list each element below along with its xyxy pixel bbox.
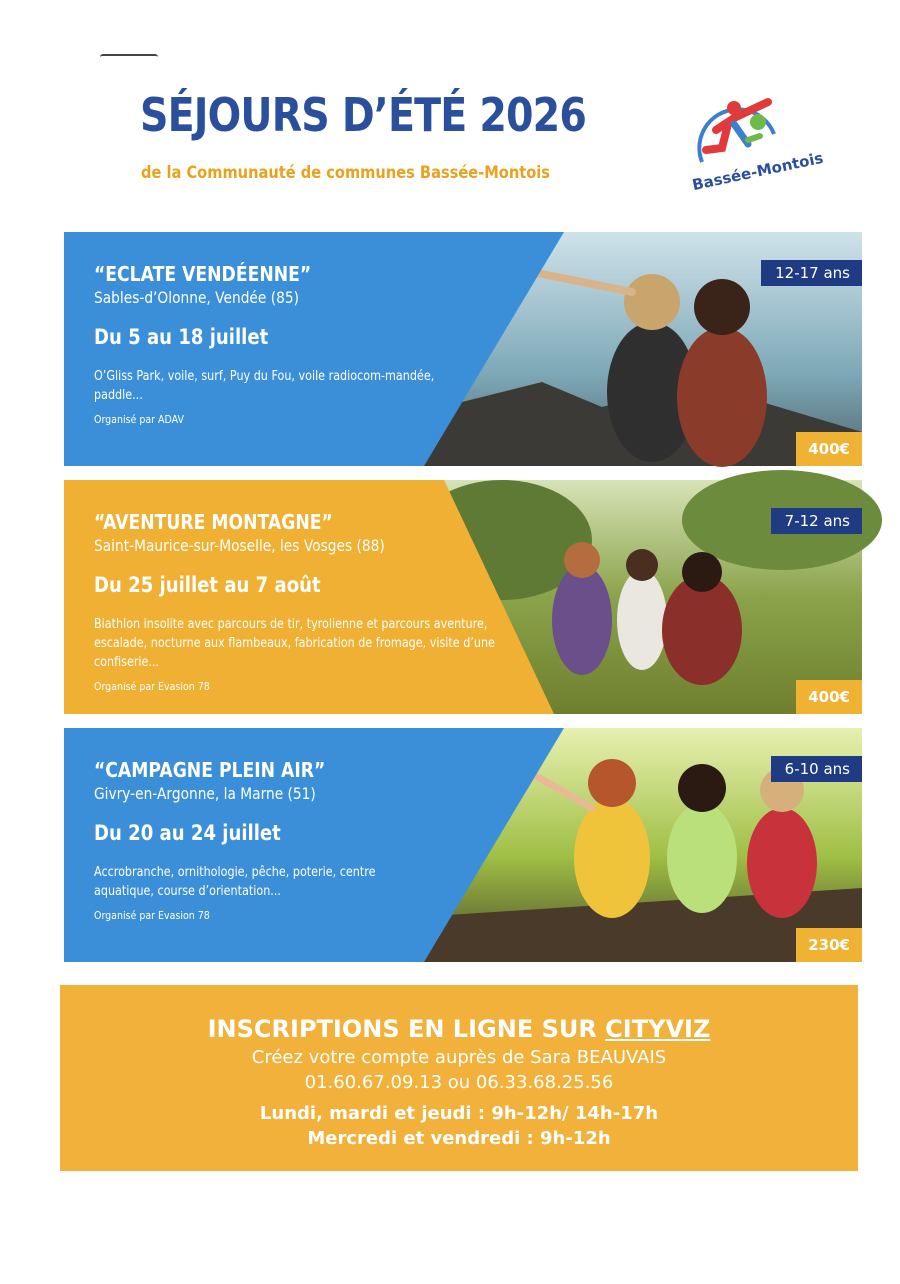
- stay-location: Sables-d’Olonne, Vendée (85): [94, 288, 299, 307]
- registration-title-text: INSCRIPTIONS EN LIGNE SUR: [207, 1015, 606, 1043]
- age-badge: 6-10 ans: [771, 756, 862, 782]
- stay-description: Biathlon insolite avec parcours de tir, tyrolienne et parcours aventure, escalade, nocturne aux flambeaux, fabrication de fromage, visite d’une confiserie...: [94, 617, 495, 670]
- stay-organizer: Organisé par ADAV: [94, 413, 184, 426]
- registration-panel: [60, 985, 858, 1171]
- age-badge: 12-17 ans: [761, 260, 862, 286]
- stay-title: “AVENTURE MONTAGNE”: [94, 510, 333, 534]
- stay-dates: Du 5 au 18 juillet: [94, 325, 269, 349]
- stay-card-montagne: [64, 480, 862, 714]
- logo-text: Bassée-Montois: [690, 148, 825, 195]
- bassee-montois-logo: [662, 84, 825, 195]
- stay-title: “CAMPAGNE PLEIN AIR”: [94, 758, 326, 782]
- registration-hours-1: Lundi, mardi et jeudi : 9h-12h/ 14h-17h: [259, 1103, 659, 1124]
- registration-hours-2: Mercredi et vendredi : 9h-12h: [307, 1128, 611, 1149]
- stay-card-vendee: [64, 232, 862, 466]
- price-badge: 230€: [796, 928, 862, 962]
- stay-description: Accrobranche, ornithologie, pêche, poterie, centre aquatique, course d’orientation...: [94, 865, 376, 899]
- registration-title: [60, 1015, 858, 1043]
- stay-organizer: Organisé par Evasion 78: [94, 909, 210, 922]
- age-badge: 7-12 ans: [771, 508, 862, 534]
- stay-organizer: Organisé par Evasion 78: [94, 680, 210, 693]
- stay-title: “ECLATE VENDÉENNE”: [94, 262, 312, 286]
- price-badge: 400€: [796, 680, 862, 714]
- registration-contact: Créez votre compte auprès de Sara BEAUVAIS: [251, 1047, 667, 1068]
- stay-dates: Du 25 juillet au 7 août: [94, 573, 321, 597]
- stay-location: Saint-Maurice-sur-Moselle, les Vosges (88): [94, 536, 385, 555]
- stay-description: O’Gliss Park, voile, surf, Puy du Fou, voile radiocom-mandée, paddle...: [94, 369, 435, 403]
- stay-location: Givry-en-Argonne, la Marne (51): [94, 784, 316, 803]
- registration-phones: 01.60.67.09.13 ou 06.33.68.25.56: [304, 1072, 614, 1093]
- page-title: SÉJOURS D’ÉTÉ 2026: [140, 88, 587, 142]
- staple-mark: [100, 54, 158, 62]
- stay-dates: Du 20 au 24 juillet: [94, 821, 281, 845]
- price-badge: 400€: [796, 432, 862, 466]
- page-subtitle: de la Communauté de communes Bassée-Montois: [141, 163, 550, 183]
- cityviz-link[interactable]: CITYVIZ: [605, 1015, 711, 1043]
- stay-card-campagne: [64, 728, 862, 962]
